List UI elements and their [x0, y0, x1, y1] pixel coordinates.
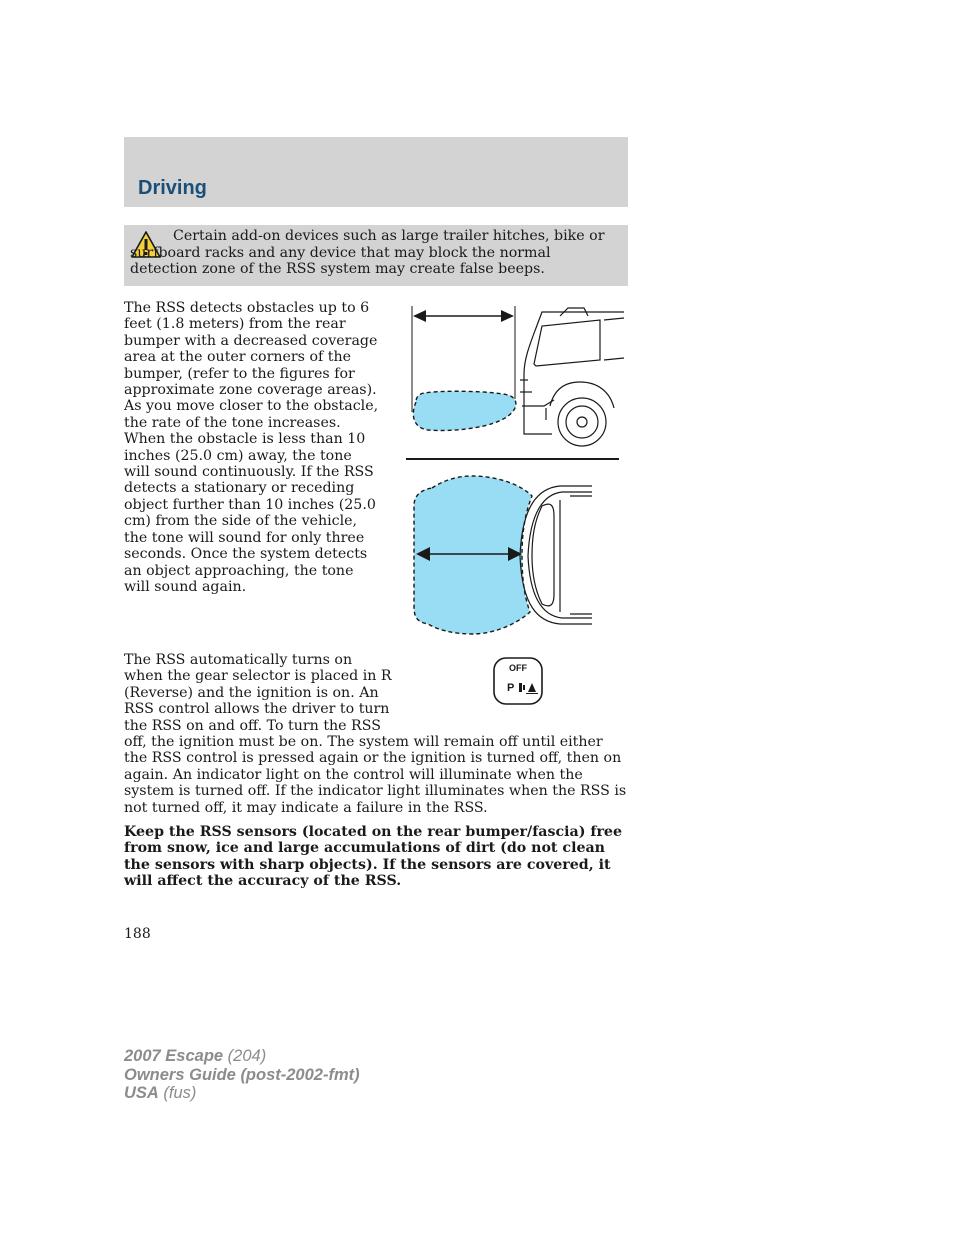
- warning-text: Certain add-on devices such as large trailer hitches, bike or surfboard racks and any device that may block the normal detection zone of the RSS system may create false beeps.: [130, 228, 605, 277]
- footer-line-3: USA (fus): [124, 1084, 197, 1102]
- footer-line-2: Owners Guide (post-2002-fmt): [124, 1065, 360, 1084]
- button-figure-spacer: [392, 652, 628, 718]
- vehicle-top-coverage-diagram: [410, 472, 600, 640]
- rss-control-paragraph: [124, 652, 628, 816]
- rss-control-text: The RSS automatically turns on when the gear selector is placed in R (Reverse) and the ignition is on. An RSS control allows the driver to turn the RSS on and off. To turn the RSS off, the ignition must be on. The system will remain off until either the RSS control is pressed again or the ignition is turned off, then on again. An indicator light on the control will illuminate when the system is turned off. If the indicator light illuminates when the RSS is not turned off, it may indicate a failure in the RSS.: [124, 652, 627, 816]
- rss-detection-paragraph: The RSS detects obstacles up to 6 feet (1.8 meters) from the rear bumper with a decreased coverage area at the outer corners of the bumper, (refer to the figures for approximate zone coverage areas). As you move closer to the obstacle, the rate of the tone increases. When the obstacle is less than 10 inches (25.0 cm) away, the tone will sound continuously. If the RSS detects a stationary or receding object further than 10 inches (25.0 cm) from the side of the vehicle, the tone will sound for only three seconds. Once the system detects an object approaching, the tone will sound again.: [124, 300, 379, 595]
- page-number: 188: [124, 926, 151, 942]
- svg-text:P: P: [507, 682, 515, 694]
- footer-line-1: 2007 Escape (204): [124, 1047, 267, 1065]
- button-off-label: OFF: [509, 663, 527, 673]
- warning-box: [124, 225, 628, 286]
- section-title: Driving: [138, 177, 207, 199]
- footer: [124, 1047, 360, 1103]
- sensor-care-paragraph: Keep the RSS sensors (located on the rear bumper/fascia) free from snow, ice and large accumulations of dirt (do not clean the sensors with sharp objects). If the sensors are covered, it will affect the accuracy of the RSS.: [124, 824, 622, 890]
- vehicle-side-coverage-diagram: [404, 304, 626, 464]
